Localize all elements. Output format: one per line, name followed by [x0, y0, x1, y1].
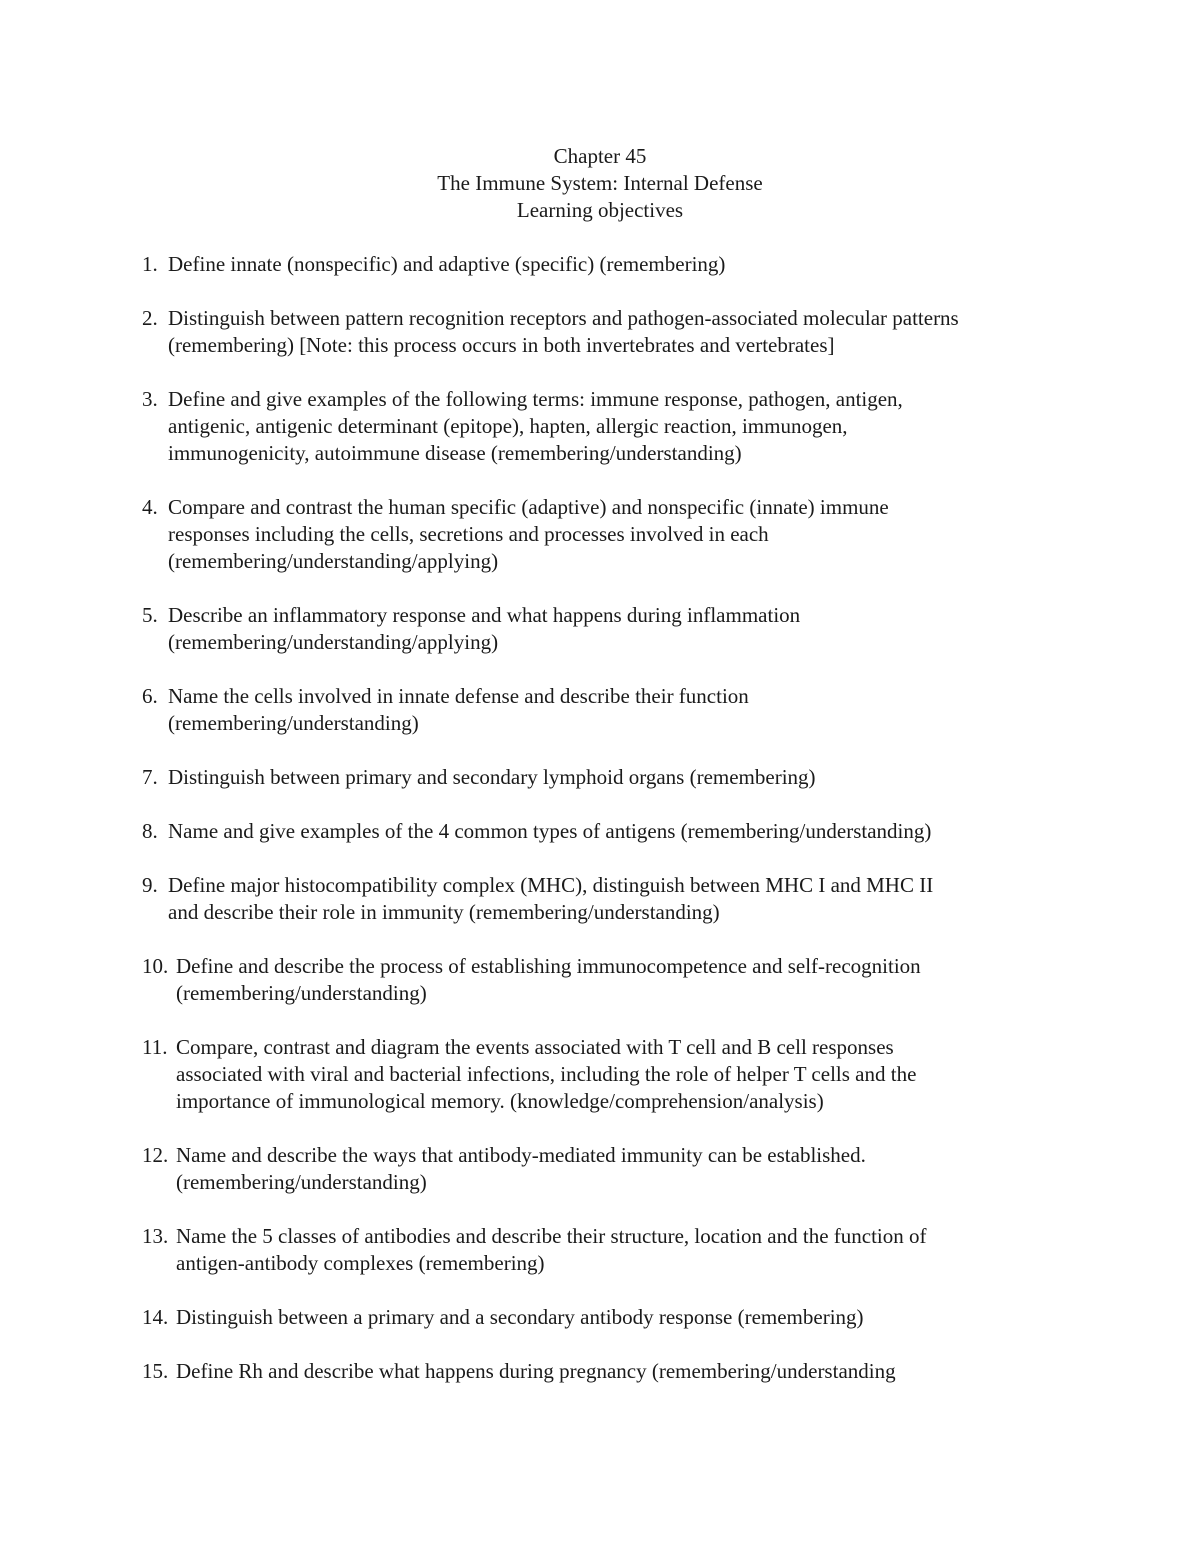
- objective-text: [176, 1358, 896, 1385]
- objective-line: Distinguish between pattern recognition receptors and pathogen-associated molecular patterns: [168, 306, 959, 330]
- objective-number: 11.: [142, 1035, 168, 1059]
- objective-text: [168, 872, 933, 926]
- objective-line: (remembering/understanding): [176, 1170, 427, 1194]
- objective-number: 10.: [142, 954, 169, 978]
- objective-line: importance of immunological memory. (knowledge/comprehension/analysis): [176, 1089, 824, 1113]
- objective-number: 2.: [142, 306, 158, 330]
- objective-text: [168, 818, 931, 845]
- objective-text: [168, 386, 903, 467]
- objective-line: Define and describe the process of establishing immunocompetence and self-recognition: [176, 954, 921, 978]
- chapter-number: Chapter 45: [553, 144, 647, 168]
- objective-line: (remembering/understanding): [176, 981, 427, 1005]
- objective-number: 7.: [142, 765, 158, 789]
- objective-line: antigenic, antigenic determinant (epitope), hapten, allergic reaction, immunogen,: [168, 414, 848, 438]
- objective-line: Name the cells involved in innate defense and describe their function: [168, 684, 749, 708]
- objective-line: Compare and contrast the human specific (adaptive) and nonspecific (innate) immune: [168, 495, 889, 519]
- objective-line: (remembering/understanding/applying): [168, 630, 499, 654]
- objective-line: immunogenicity, autoimmune disease (remembering/understanding): [168, 441, 742, 465]
- chapter-title: The Immune System: Internal Defense: [437, 171, 763, 195]
- objective-number: 13.: [142, 1224, 169, 1248]
- objective-line: Distinguish between a primary and a secondary antibody response (remembering): [176, 1305, 864, 1329]
- objective-line: Compare, contrast and diagram the events associated with T cell and B cell responses: [176, 1035, 894, 1059]
- objective-number: 3.: [142, 387, 158, 411]
- objective-text: [168, 494, 889, 575]
- objective-line: Describe an inflammatory response and what happens during inflammation: [168, 603, 801, 627]
- objective-line: and describe their role in immunity (remembering/understanding): [168, 900, 720, 924]
- objective-number: 8.: [142, 819, 158, 843]
- objective-line: Define and give examples of the following terms: immune response, pathogen, antigen,: [168, 387, 903, 411]
- objective-text: [168, 305, 959, 359]
- objective-line: associated with viral and bacterial infections, including the role of helper T cells and the: [176, 1062, 917, 1086]
- objective-text: [176, 1142, 866, 1196]
- document-header: [0, 143, 1200, 224]
- objective-number: 15.: [142, 1359, 169, 1383]
- objective-number: 12.: [142, 1143, 169, 1167]
- objective-line: Define major histocompatibility complex (MHC), distinguish between MHC I and MHC II: [168, 873, 934, 897]
- objective-line: Name the 5 classes of antibodies and describe their structure, location and the function of: [176, 1224, 927, 1248]
- objective-text: [176, 1034, 916, 1115]
- objective-line: responses including the cells, secretions and processes involved in each: [168, 522, 769, 546]
- objective-line: Define Rh and describe what happens during pregnancy (remembering/understanding: [176, 1359, 896, 1383]
- objective-number: 9.: [142, 873, 158, 897]
- objective-text: [168, 251, 725, 278]
- objective-line: Distinguish between primary and secondary lymphoid organs (remembering): [168, 765, 816, 789]
- objective-line: Define innate (nonspecific) and adaptive (specific) (remembering): [168, 252, 726, 276]
- objective-line: antigen-antibody complexes (remembering): [176, 1251, 545, 1275]
- objective-line: Name and describe the ways that antibody-mediated immunity can be established.: [176, 1143, 866, 1167]
- objective-number: 6.: [142, 684, 158, 708]
- objective-line: (remembering/understanding/applying): [168, 549, 499, 573]
- section-heading: Learning objectives: [516, 198, 684, 222]
- objective-number: 4.: [142, 495, 158, 519]
- objective-text: [168, 683, 749, 737]
- objective-text: [168, 764, 816, 791]
- objective-line: Name and give examples of the 4 common types of antigens (remembering/understanding): [168, 819, 932, 843]
- objective-line: (remembering/understanding): [168, 711, 419, 735]
- objective-number: 5.: [142, 603, 158, 627]
- objective-line: (remembering) [Note: this process occurs in both invertebrates and vertebrates]: [168, 333, 835, 357]
- objective-text: [168, 602, 800, 656]
- objective-text: [176, 1304, 864, 1331]
- objective-number: 1.: [142, 252, 158, 276]
- objective-number: 14.: [142, 1305, 169, 1329]
- objective-text: [176, 953, 921, 1007]
- objective-text: [176, 1223, 927, 1277]
